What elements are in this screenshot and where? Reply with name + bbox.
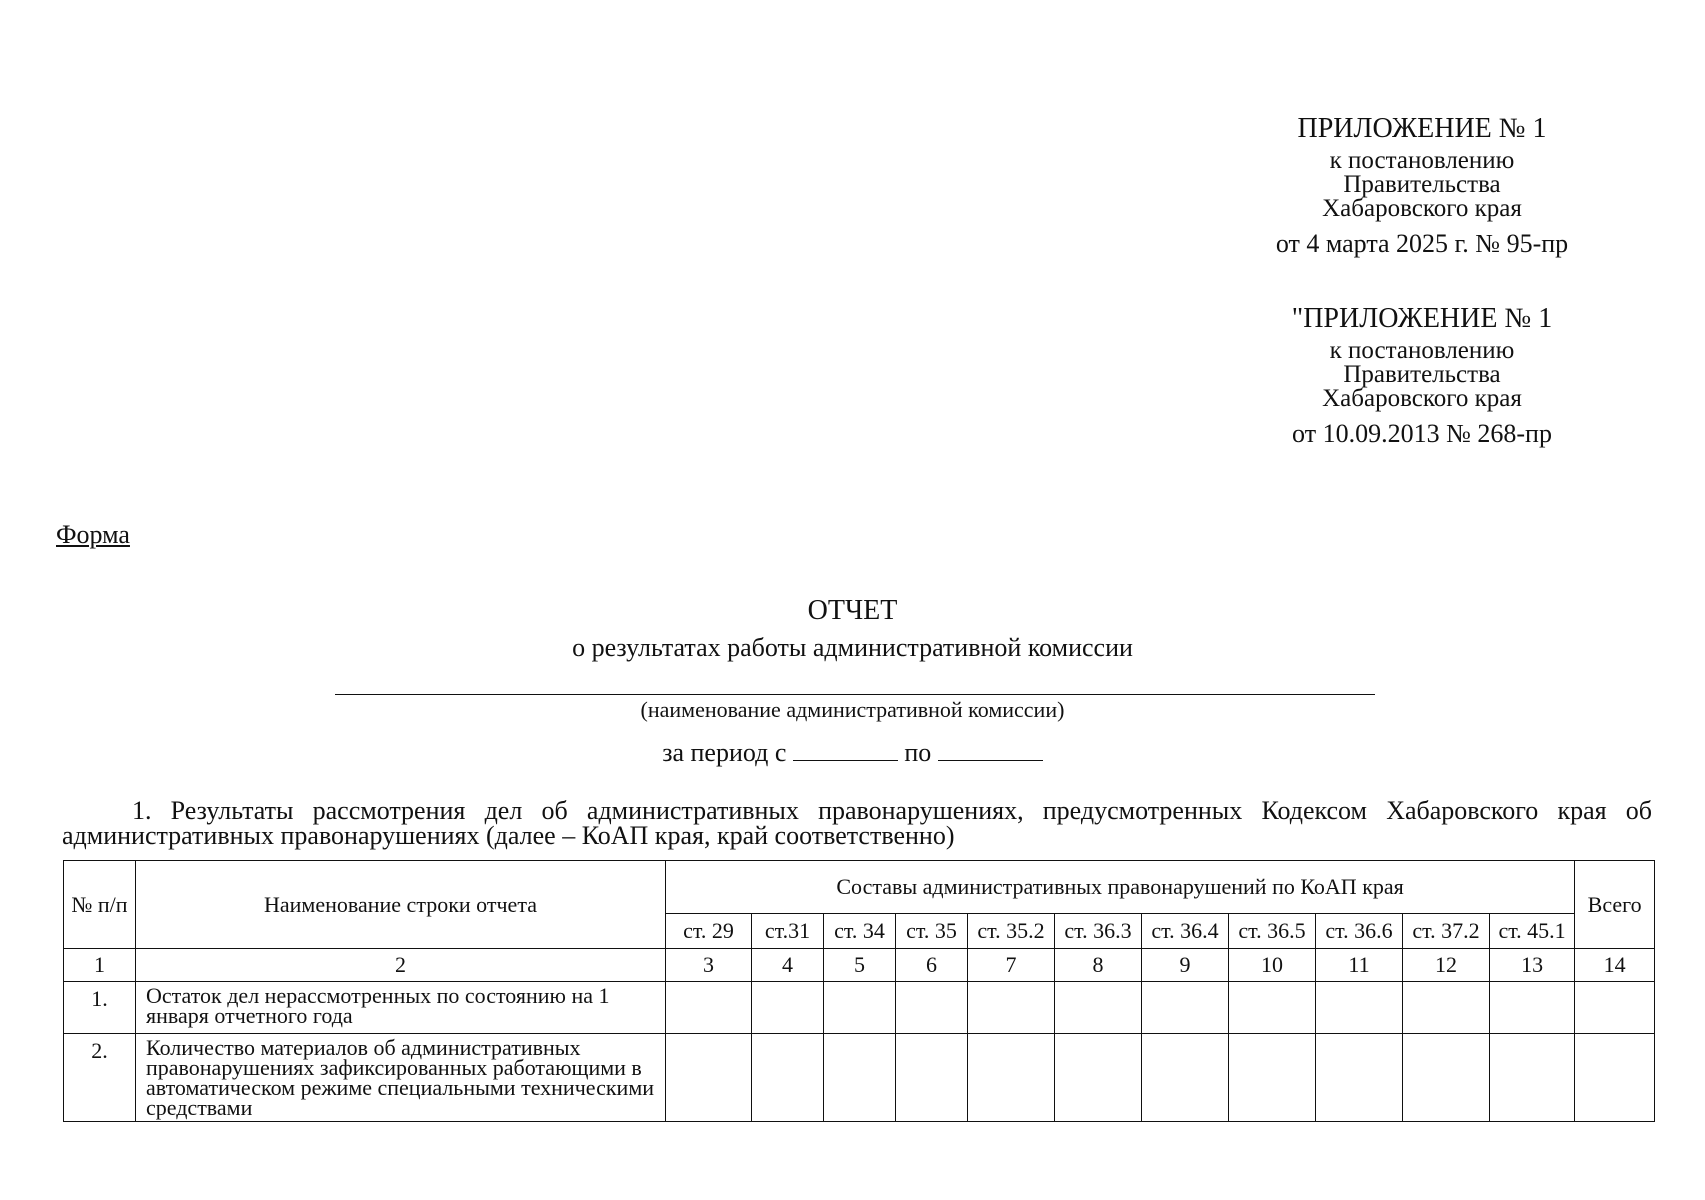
data-cell [1490, 1034, 1575, 1122]
row-number: 2. [64, 1034, 136, 1122]
data-cell [752, 982, 824, 1034]
report-subtitle: о результатах работы административной комиссии [572, 633, 1133, 662]
data-cell [666, 1034, 752, 1122]
report-title: ОТЧЕТ [807, 595, 898, 626]
data-cell [1316, 1034, 1403, 1122]
column-number: 12 [1403, 949, 1490, 982]
row-name: Количество материалов об административных правонарушениях зафиксированных работающими в автоматическом режиме специальными техническими средствами [136, 1034, 666, 1122]
row-name: Остаток дел нерассмотренных по состоянию на 1 января отчетного года [136, 982, 666, 1034]
data-cell [1055, 1034, 1142, 1122]
appendix-line: Хабаровского края [1322, 385, 1522, 412]
data-cell [752, 1034, 824, 1122]
header-group: Составы административных правонарушений по КоАП края [666, 861, 1575, 914]
table-row [64, 1034, 1655, 1122]
header-total: Всего [1575, 861, 1655, 949]
article-header: ст. 35 [896, 914, 968, 949]
report-period [0, 738, 1705, 768]
column-number: 3 [666, 949, 752, 982]
table-row [64, 982, 1655, 1034]
data-cell [896, 982, 968, 1034]
appendix-title: "ПРИЛОЖЕНИЕ № 1 [1291, 303, 1553, 334]
data-cell [1229, 1034, 1316, 1122]
data-cell [1403, 982, 1490, 1034]
article-header: ст. 36.4 [1142, 914, 1229, 949]
period-to-blank [938, 738, 1043, 761]
appendix-line: Правительства [1343, 361, 1501, 388]
appendix-line: к постановлению [1329, 147, 1515, 174]
commission-name-line [335, 694, 1375, 695]
column-number: 9 [1142, 949, 1229, 982]
data-cell [896, 1034, 968, 1122]
column-number: 1 [64, 949, 136, 982]
data-cell [968, 1034, 1055, 1122]
column-number: 11 [1316, 949, 1403, 982]
table-header-row [64, 861, 1655, 914]
column-number: 13 [1490, 949, 1575, 982]
column-number: 6 [896, 949, 968, 982]
period-to-label: по [904, 738, 932, 767]
article-header: ст. 35.2 [968, 914, 1055, 949]
header-num: № п/п [64, 861, 136, 949]
data-cell [1229, 982, 1316, 1034]
report-table [63, 860, 1655, 1122]
data-cell [968, 982, 1055, 1034]
article-header: ст. 45.1 [1490, 914, 1575, 949]
data-cell [824, 982, 896, 1034]
data-cell [1055, 982, 1142, 1034]
column-number: 8 [1055, 949, 1142, 982]
column-number: 4 [752, 949, 824, 982]
data-cell [666, 982, 752, 1034]
row-number: 1. [64, 982, 136, 1034]
data-cell [1142, 1034, 1229, 1122]
appendix-line: Правительства [1343, 171, 1501, 198]
header-name: Наименование строки отчета [136, 861, 666, 949]
form-label: Форма [56, 520, 130, 549]
article-header: ст. 36.3 [1055, 914, 1142, 949]
appendix-line: Хабаровского края [1322, 195, 1522, 222]
data-cell [1490, 982, 1575, 1034]
column-number: 10 [1229, 949, 1316, 982]
column-number: 14 [1575, 949, 1655, 982]
article-header: ст. 36.6 [1316, 914, 1403, 949]
appendix-previous [1212, 303, 1632, 449]
period-from-label: за период с [662, 738, 787, 767]
appendix-current [1212, 113, 1632, 259]
article-header: ст. 34 [824, 914, 896, 949]
data-cell [1142, 982, 1229, 1034]
appendix-line: к постановлению [1329, 337, 1515, 364]
data-cell [1575, 1034, 1655, 1122]
article-header: ст. 37.2 [1403, 914, 1490, 949]
data-cell [1575, 982, 1655, 1034]
column-number: 2 [136, 949, 666, 982]
article-header: ст. 36.5 [1229, 914, 1316, 949]
article-header: ст. 29 [666, 914, 752, 949]
commission-name-caption: (наименование административной комиссии) [640, 697, 1065, 722]
column-number-row [64, 949, 1655, 982]
appendix-date: от 10.09.2013 № 268-пр [1292, 419, 1552, 448]
appendix-date: от 4 марта 2025 г. № 95-пр [1275, 229, 1569, 258]
section-1-text: 1. Результаты рассмотрения дел об административных правонарушениях, предусмотренных Кодексом Хабаровского края об административных правонарушениях (далее – КоАП края, край соответственно) [62, 796, 1652, 850]
data-cell [1403, 1034, 1490, 1122]
article-header: ст.31 [752, 914, 824, 949]
appendix-title: ПРИЛОЖЕНИЕ № 1 [1297, 113, 1547, 144]
period-from-blank [793, 738, 898, 761]
column-number: 7 [968, 949, 1055, 982]
column-number: 5 [824, 949, 896, 982]
data-cell [824, 1034, 896, 1122]
data-cell [1316, 982, 1403, 1034]
